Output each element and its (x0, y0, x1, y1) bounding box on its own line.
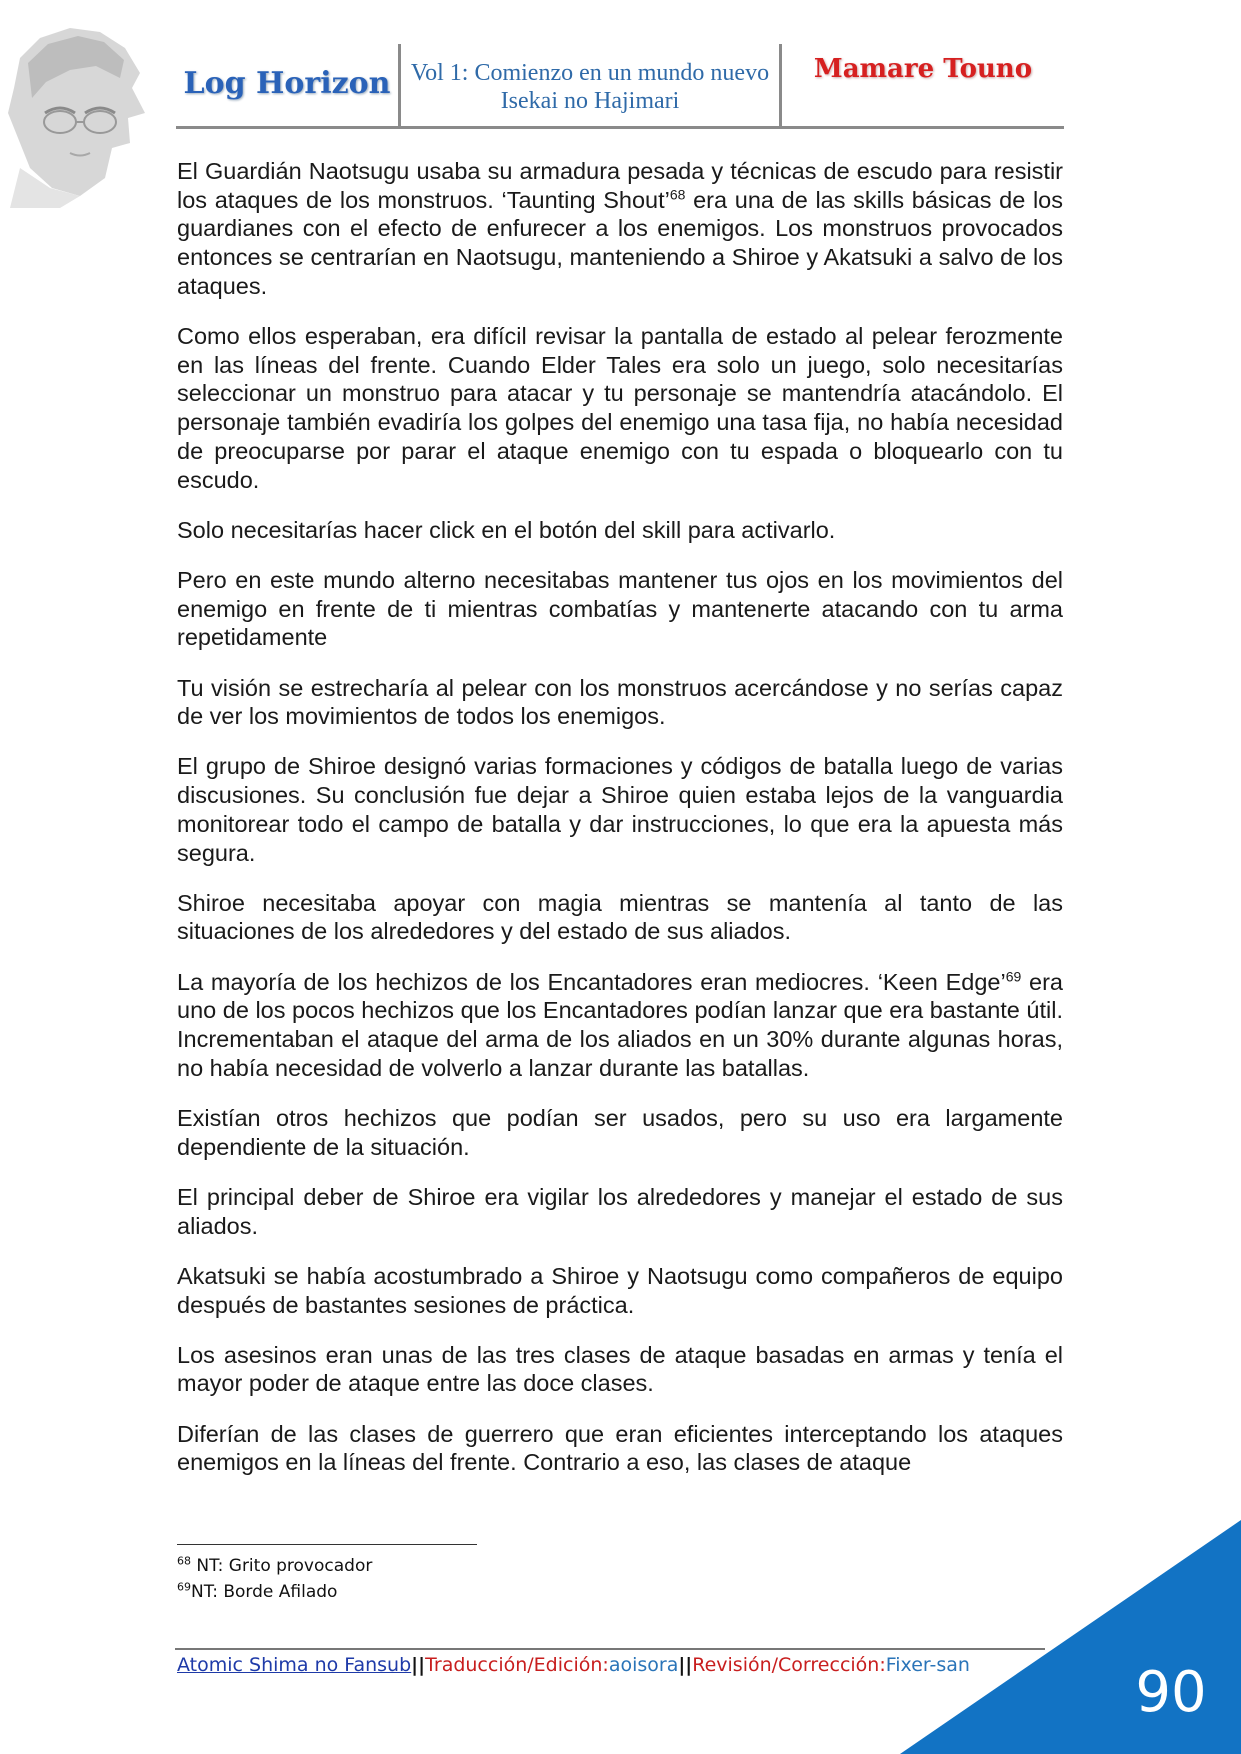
paragraph: Los asesinos eran unas de las tres clases de ataque basadas en armas y tenía el mayor poder de ataque entre las doce clases. (177, 1341, 1063, 1397)
footer-separator: || (678, 1654, 693, 1676)
page-number: 90 (1135, 1660, 1207, 1725)
body-text (177, 157, 1063, 1499)
page-footer (177, 1654, 970, 1676)
paragraph: El Guardián Naotsugu usaba su armadura pesada y técnicas de escudo para resistir los ataques de los monstruos. ‘Taunting Shout’$^{68}$ era una de las skills básicas de los guardianes con el efecto de enfurecer a los enemigos. Los monstruos provocados entonces se centrarían en Naotsugu, manteniendo a Shiroe y Akatsuki a salvo de los ataques. (177, 158, 1063, 299)
volume-title-line2: Isekai no Hajimari (500, 88, 680, 114)
paragraph: El grupo de Shiroe designó varias formaciones y códigos de batalla luego de varias discusiones. Su conclusión fue dejar a Shiroe quien estaba lejos de la vanguardia monitorear todo el campo de batalla y dar instrucciones, lo que era la apuesta más segura. (177, 753, 1063, 866)
footnote-ref: 68 (669, 186, 686, 203)
volume-title (401, 40, 779, 130)
paragraph: Akatsuki se había acostumbrado a Shiroe y Naotsugu como compañeros de equipo después de bastantes sesiones de práctica. (177, 1262, 1063, 1318)
header-rule (176, 126, 1064, 129)
translator-name: aoisora (608, 1654, 679, 1676)
paragraph: Existían otros hechizos que podían ser usados, pero su uso era largamente dependiente de la situación. (177, 1104, 1063, 1160)
author-name: Mamare Touno (813, 54, 1033, 84)
character-portrait-illustration (0, 18, 160, 208)
paragraph: El principal deber de Shiroe era vigilar los alrededores y manejar el estado de sus aliados. (177, 1183, 1063, 1239)
revision-label: Revisión/Corrección: (692, 1654, 886, 1676)
reviser-name: Fixer-san (885, 1654, 970, 1676)
paragraph: Como ellos esperaban, era difícil revisar la pantalla de estado al pelear ferozmente en las líneas del frente. Cuando Elder Tales era solo un juego, solo necesitarías seleccionar un monstruo para atacar y tu personaje se mantendría atacándolo. El personaje también evadiría los golpes del enemigo una tasa fija, no había necesidad de preocuparse por parar el ataque enemigo con tu espada o bloquearlo con tu escudo. (177, 323, 1063, 493)
paragraph: Solo necesitarías hacer click en el botón del skill para activarlo. (177, 516, 836, 543)
fansub-link[interactable]: Atomic Shima no Fansub (177, 1654, 412, 1676)
footer-separator: || (411, 1654, 426, 1676)
paragraph: Tu visión se estrecharía al pelear con los monstruos acercándose y no serías capaz de ver los movimientos de todos los enemigos. (177, 674, 1063, 730)
translation-label: Traducción/Edición: (425, 1654, 609, 1676)
footnote-separator (177, 1544, 477, 1545)
series-title: Log Horizon (183, 65, 391, 101)
paragraph: Shiroe necesitaba apoyar con magia mientras se mantenía al tanto de las situaciones de los alrededores y del estado de sus aliados. (177, 889, 1063, 945)
volume-title-line1: Vol 1: Comienzo en un mundo nuevo (410, 60, 770, 86)
footnote: $^{69}$NT: Borde Afilado (177, 1580, 338, 1602)
paragraph: Diferían de las clases de guerrero que eran eficientes interceptando los ataques enemigos en la líneas del frente. Contrario a eso, las clases de ataque (177, 1420, 1063, 1476)
paragraph: La mayoría de los hechizos de los Encantadores eran mediocres. ‘Keen Edge’$^{69}$ era uno de los pocos hechizos que los Encantadores podían lanzar que era bastante útil. Incrementaban el ataque del arma de los aliados en un 30% durante algunas horas, no había necesidad de volverlo a lanzar durante las batallas. (177, 968, 1063, 1081)
footnote-ref: 69 (1005, 968, 1022, 985)
footnote: $^{68}$ NT: Grito provocador (177, 1554, 373, 1576)
paragraph: Pero en este mundo alterno necesitabas mantener tus ojos en los movimientos del enemigo en frente de ti mientras combatías y mantenerte atacando con tu arma repetidamente (177, 566, 1063, 651)
page-header (176, 40, 1064, 128)
footnotes (177, 1553, 372, 1605)
